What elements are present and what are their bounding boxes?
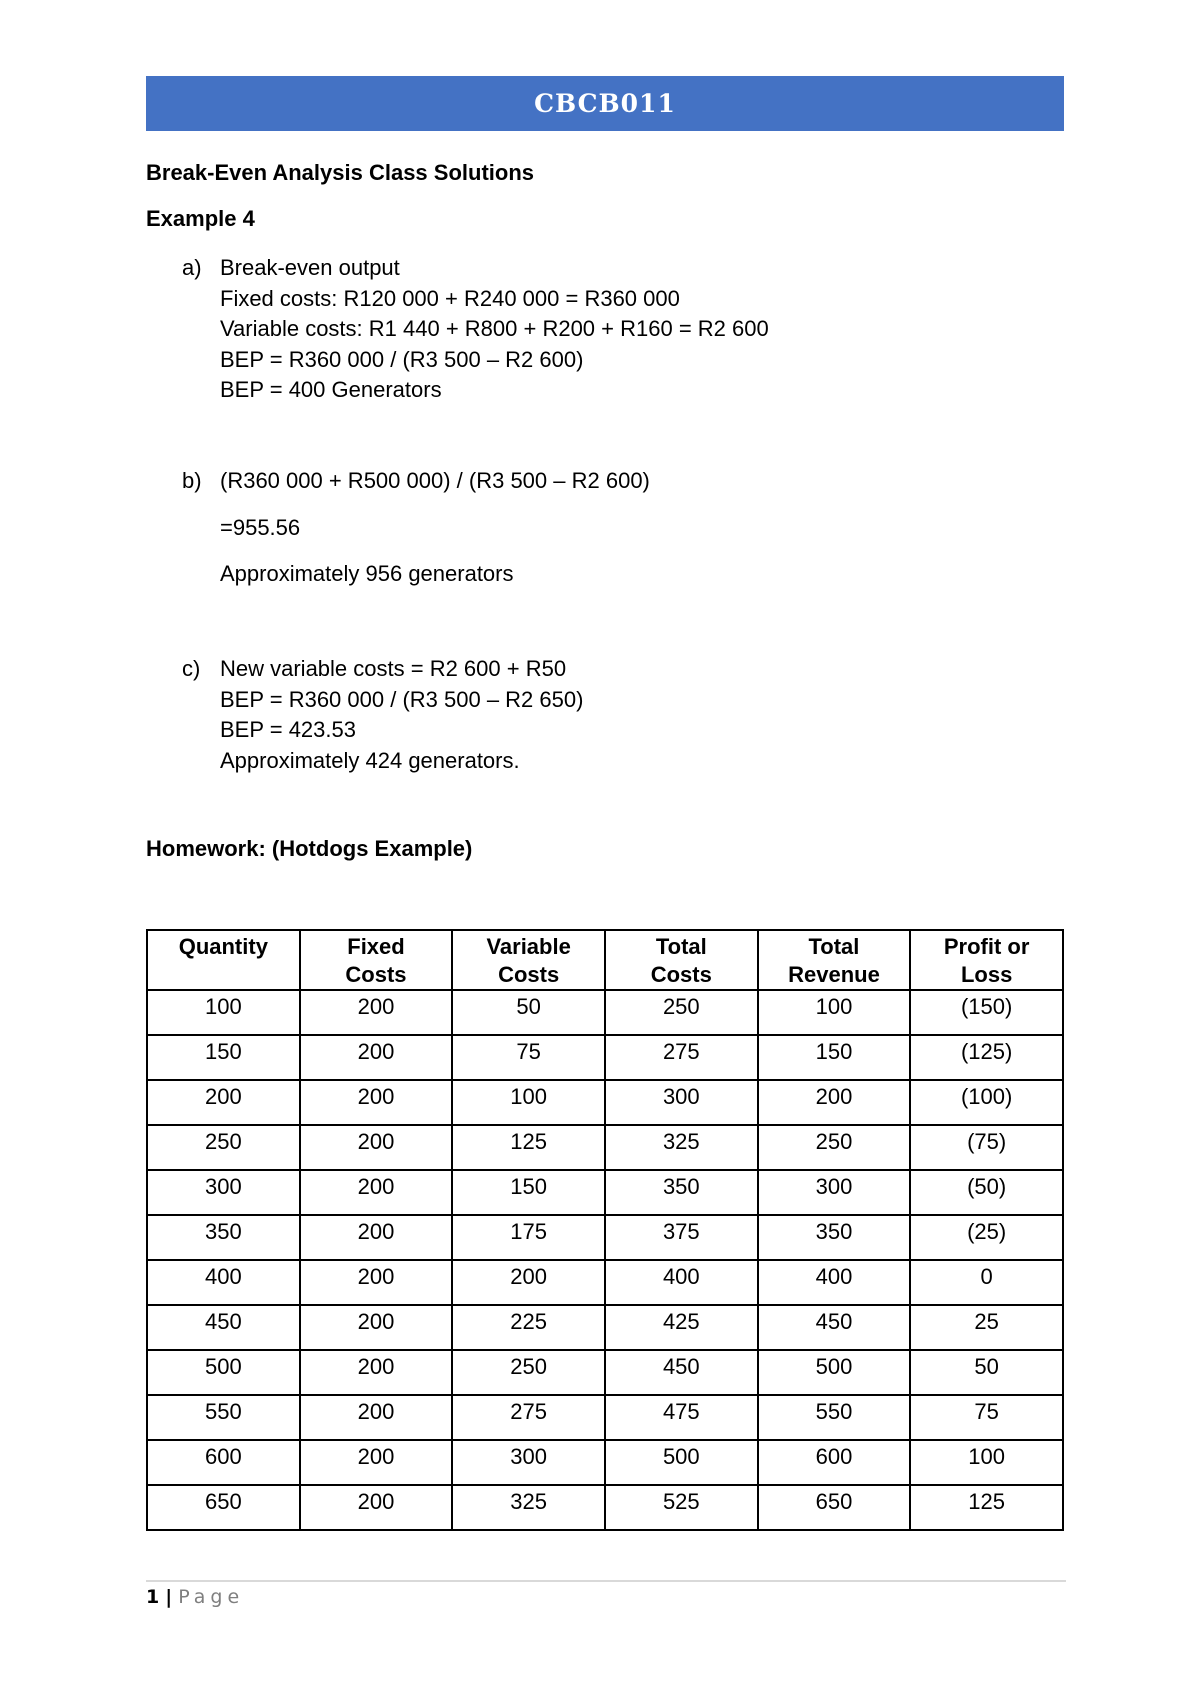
- list-marker: c): [182, 656, 201, 681]
- table-cell: 325: [452, 1485, 605, 1530]
- table-cell: 200: [300, 1125, 453, 1170]
- answer-line: (R360 000 + R500 000) / (R3 500 – R2 600): [220, 468, 650, 493]
- column-header-variable-costs: Variable Costs: [452, 930, 605, 990]
- table-cell: 250: [605, 990, 758, 1035]
- table-cell: 200: [758, 1080, 911, 1125]
- document-header-banner: [146, 76, 1064, 131]
- table-cell: 250: [758, 1125, 911, 1170]
- page-label: Page: [178, 1586, 245, 1608]
- table-cell: 200: [452, 1260, 605, 1305]
- table-cell: 300: [605, 1080, 758, 1125]
- break-even-table: [146, 929, 1064, 1531]
- column-header-total-costs: Total Costs: [605, 930, 758, 990]
- table-cell: 200: [300, 1260, 453, 1305]
- column-header-fixed-costs: Fixed Costs: [300, 930, 453, 990]
- table-cell: 375: [605, 1215, 758, 1260]
- table-cell: 450: [147, 1305, 300, 1350]
- table-cell: 75: [910, 1395, 1063, 1440]
- column-header-quantity: Quantity: [147, 930, 300, 990]
- table-cell: 550: [758, 1395, 911, 1440]
- table-row: [147, 1395, 1063, 1440]
- table-row: [147, 1170, 1063, 1215]
- table-cell: 475: [605, 1395, 758, 1440]
- table-cell: 300: [758, 1170, 911, 1215]
- answer-a: [182, 253, 769, 406]
- table-cell: 500: [605, 1440, 758, 1485]
- table-cell: 600: [147, 1440, 300, 1485]
- table-cell: (25): [910, 1215, 1063, 1260]
- table-cell: (125): [910, 1035, 1063, 1080]
- table-cell: 300: [452, 1440, 605, 1485]
- table-cell: 600: [758, 1440, 911, 1485]
- table-cell: 100: [452, 1080, 605, 1125]
- table-cell: 125: [910, 1485, 1063, 1530]
- answer-c: [182, 654, 583, 776]
- table-cell: 100: [910, 1440, 1063, 1485]
- homework-heading: Homework: (Hotdogs Example): [146, 836, 473, 861]
- table-cell: 400: [147, 1260, 300, 1305]
- table-row: [147, 1350, 1063, 1395]
- table-cell: 200: [300, 990, 453, 1035]
- table-cell: 75: [452, 1035, 605, 1080]
- table-cell: 200: [300, 1485, 453, 1530]
- table-cell: 175: [452, 1215, 605, 1260]
- table-cell: 225: [452, 1305, 605, 1350]
- table-row: [147, 1305, 1063, 1350]
- table-cell: 275: [605, 1035, 758, 1080]
- table-cell: 200: [147, 1080, 300, 1125]
- table-row: [147, 1035, 1063, 1080]
- table-cell: 350: [147, 1215, 300, 1260]
- table-cell: 200: [300, 1440, 453, 1485]
- answer-line: BEP = 400 Generators: [220, 377, 442, 402]
- table-cell: 200: [300, 1305, 453, 1350]
- table-cell: 325: [605, 1125, 758, 1170]
- table-cell: 150: [452, 1170, 605, 1215]
- table-cell: 250: [147, 1125, 300, 1170]
- table-cell: 100: [758, 990, 911, 1035]
- table-cell: 450: [605, 1350, 758, 1395]
- table-cell: 500: [147, 1350, 300, 1395]
- page-footer: [146, 1586, 244, 1608]
- table-cell: 200: [300, 1080, 453, 1125]
- document-title: Break-Even Analysis Class Solutions: [146, 160, 534, 185]
- answer-b: [182, 466, 650, 606]
- table-cell: 550: [147, 1395, 300, 1440]
- column-header-total-revenue: Total Revenue: [758, 930, 911, 990]
- table-cell: (75): [910, 1125, 1063, 1170]
- answer-line: =955.56: [220, 514, 301, 540]
- table-cell: 100: [147, 990, 300, 1035]
- table-cell: 50: [910, 1350, 1063, 1395]
- table-cell: 450: [758, 1305, 911, 1350]
- table-cell: 50: [452, 990, 605, 1035]
- answer-line: Approximately 956 generators: [220, 561, 514, 586]
- table-row: [147, 990, 1063, 1035]
- table-header-row: [147, 930, 1063, 990]
- table-cell: 400: [758, 1260, 911, 1305]
- table-cell: 250: [452, 1350, 605, 1395]
- table-row: [147, 1215, 1063, 1260]
- answer-line: BEP = R360 000 / (R3 500 – R2 600): [220, 346, 584, 372]
- table-cell: (50): [910, 1170, 1063, 1215]
- answer-line: BEP = 423.53: [220, 717, 356, 742]
- example-heading: Example 4: [146, 206, 255, 231]
- course-code: CBCB011: [534, 89, 676, 118]
- table-cell: (100): [910, 1080, 1063, 1125]
- page-number: 1: [146, 1586, 160, 1608]
- answer-line: New variable costs = R2 600 + R50: [220, 656, 567, 681]
- table-cell: 25: [910, 1305, 1063, 1350]
- table-cell: 275: [452, 1395, 605, 1440]
- table-cell: 200: [300, 1170, 453, 1215]
- footer-divider: [146, 1580, 1066, 1582]
- table-cell: 150: [147, 1035, 300, 1080]
- table-cell: (150): [910, 990, 1063, 1035]
- table-cell: 200: [300, 1350, 453, 1395]
- table-cell: 400: [605, 1260, 758, 1305]
- table-cell: 525: [605, 1485, 758, 1530]
- table-row: [147, 1080, 1063, 1125]
- table-cell: 350: [758, 1215, 911, 1260]
- table-cell: 0: [910, 1260, 1063, 1305]
- table-cell: 500: [758, 1350, 911, 1395]
- answer-line: Break-even output: [220, 255, 400, 280]
- table-cell: 650: [147, 1485, 300, 1530]
- answer-line: Fixed costs: R120 000 + R240 000 = R360 000: [220, 285, 680, 311]
- footer-separator: |: [165, 1586, 173, 1608]
- list-marker: b): [182, 468, 202, 493]
- table-cell: 200: [300, 1035, 453, 1080]
- answer-line: BEP = R360 000 / (R3 500 – R2 650): [220, 686, 584, 712]
- list-marker: a): [182, 255, 202, 280]
- table-cell: 150: [758, 1035, 911, 1080]
- table-row: [147, 1125, 1063, 1170]
- table-cell: 425: [605, 1305, 758, 1350]
- column-header-profit-or-loss: Profit or Loss: [910, 930, 1063, 990]
- table-row: [147, 1260, 1063, 1305]
- table-cell: 200: [300, 1215, 453, 1260]
- table-cell: 650: [758, 1485, 911, 1530]
- answer-line: Variable costs: R1 440 + R800 + R200 + R160 = R2 600: [220, 316, 769, 341]
- table-row: [147, 1485, 1063, 1530]
- table-row: [147, 1440, 1063, 1485]
- answer-line: Approximately 424 generators.: [220, 747, 520, 773]
- table-cell: 300: [147, 1170, 300, 1215]
- table-cell: 125: [452, 1125, 605, 1170]
- table-cell: 200: [300, 1395, 453, 1440]
- table-cell: 350: [605, 1170, 758, 1215]
